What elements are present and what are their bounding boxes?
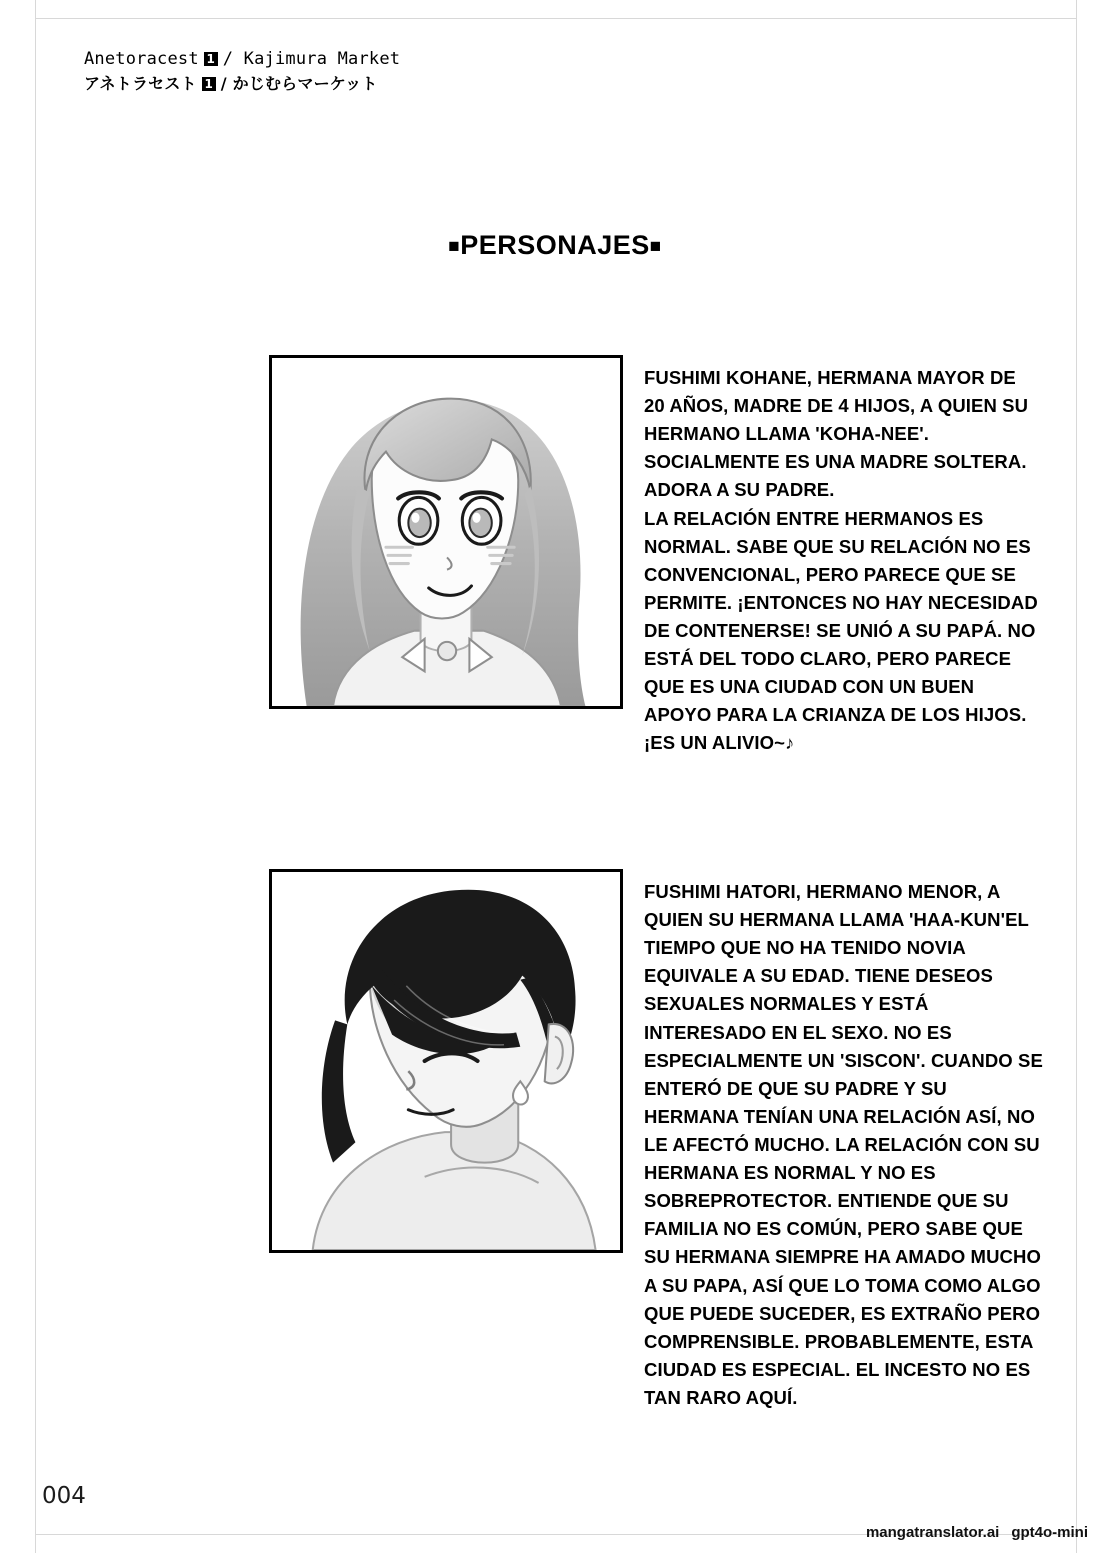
header-line-japanese (84, 73, 400, 95)
footer-model-label: gpt4o-mini (1011, 1524, 1088, 1541)
character-portrait-1-illustration (272, 358, 620, 706)
footer-credit (866, 1524, 1088, 1541)
section-title (0, 230, 1110, 261)
footer-site-label: mangatranslator.ai (865, 1524, 1000, 1541)
square-marker-left-icon: ■ (448, 236, 461, 257)
header-circle-japanese: / かじむらマーケット (220, 73, 378, 93)
header-line-romaji (84, 48, 400, 71)
character-portrait-frame-2 (269, 869, 623, 1253)
document-header (84, 48, 400, 95)
header-title-japanese: アネトラセスト (84, 73, 197, 93)
header-title-romaji: Anetoracest (84, 49, 199, 69)
volume-badge-romaji: 1 (204, 52, 218, 66)
volume-badge-japanese: 1 (202, 77, 216, 91)
square-marker-right-icon: ■ (649, 236, 662, 257)
section-title-label: PERSONAJES (460, 230, 650, 260)
page-number: 004 (42, 1483, 86, 1509)
header-circle-romaji: / Kajimura Market (222, 49, 401, 69)
character-description-2: FUSHIMI HATORI, HERMANO MENOR, A QUIEN SU HERMANA LLAMA 'HAA-KUN'EL TIEMPO QUE NO HA TENIDO NOVIA EQUIVALE A SU EDAD. TIENE DESEOS SEXUALES NORMALES Y ESTÁ INTERESADO EN EL SEXO. NO ES ESPECIALMENTE UN 'SISCON'. CUANDO SE ENTERÓ DE QUE SU PADRE Y SU HERMANA TENÍAN UNA RELACIÓN ASÍ, NO LE AFECTÓ MUCHO. LA RELACIÓN CON SU HERMANA ES NORMAL Y NO ES SOBREPROTECTOR. ENTIENDE QUE SU FAMILIA NO ES COMÚN, PERO SABE QUE SU HERMANA SIEMPRE HA AMADO MUCHO A SU PAPA, ASÍ QUE LO TOMA COMO ALGO QUE PUEDE SUCEDER, ES EXTRAÑO PERO COMPRENSIBLE. PROBABLEMENTE, ESTA CIUDAD ES ESPECIAL. EL INCESTO NO ES TAN RARO AQUÍ. (644, 881, 1043, 1408)
character-portrait-frame-1 (269, 355, 623, 709)
character-description-1: FUSHIMI KOHANE, HERMANA MAYOR DE 20 AÑOS, MADRE DE 4 HIJOS, A QUIEN SU HERMANO LLAMA 'KOHA-NEE'. SOCIALMENTE ES UNA MADRE SOLTERA. ADORA A SU PADRE. LA RELACIÓN ENTRE HERMANOS ES NORMAL. SABE QUE SU RELACIÓN NO ES CONVENCIONAL, PERO PARECE QUE SE PERMITE. ¡ENTONCES NO HAY NECESIDAD DE CONTENERSE! SE UNIÓ A SU PAPÁ. NO ESTÁ DEL TODO CLARO, PERO PARECE QUE ES UNA CIUDAD CON UN BUEN APOYO PARA LA CRIANZA DE LOS HIJOS. ¡ES UN ALIVIO~♪ (644, 367, 1038, 754)
page-border-top (35, 18, 1077, 19)
character-portrait-2-illustration (272, 872, 620, 1250)
